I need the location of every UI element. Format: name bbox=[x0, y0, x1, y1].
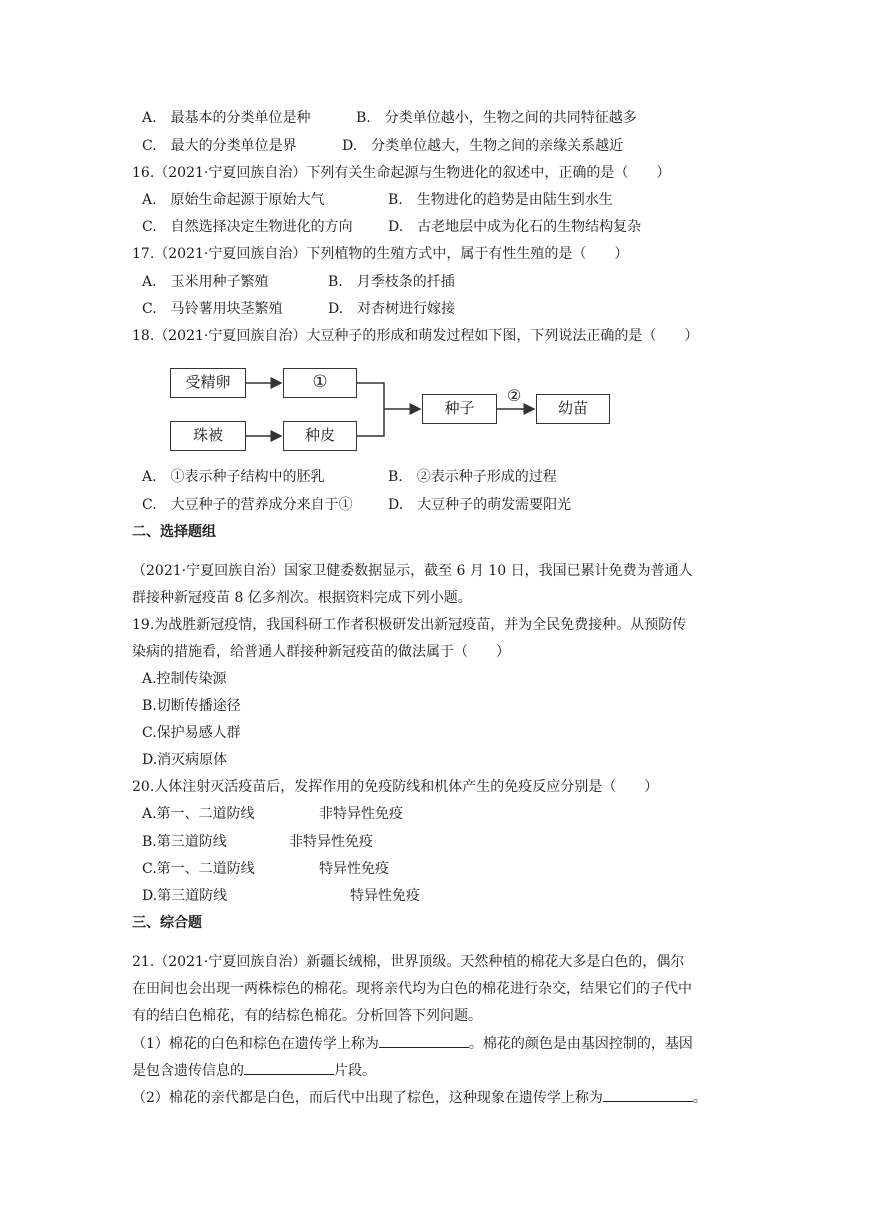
box-seed-coat: 种皮 bbox=[283, 421, 357, 451]
label-circle2: ② bbox=[507, 386, 522, 405]
q16-option-d: D. 古老地层中成为化石的生物结构复杂 bbox=[388, 219, 642, 235]
box-seedling: 幼苗 bbox=[536, 394, 610, 424]
q19-option-c: C.保护易感人群 bbox=[142, 725, 241, 741]
q20-option-c-response: 特异性免疫 bbox=[319, 861, 389, 877]
section2-intro-line2: 群接种新冠疫苗 8 亿多剂次。根据资料完成下列小题。 bbox=[132, 590, 472, 606]
merge-bracket bbox=[357, 383, 384, 436]
q15-option-c: C. 最大的分类单位是界 bbox=[142, 138, 297, 154]
q21-part2-line bbox=[132, 1087, 707, 1108]
q18-option-c: C. 大豆种子的营养成分来自于① bbox=[142, 497, 353, 513]
q15-option-b: B. 分类单位越小，生物之间的共同特征越多 bbox=[356, 110, 637, 126]
q16-stem: 16.（2021·宁夏回族自治）下列有关生命起源与生物进化的叙述中，正确的是（ ） bbox=[132, 165, 671, 181]
q19-stem-line2: 染病的措施看，给普通人群接种新冠疫苗的做法属于（ ） bbox=[132, 644, 510, 660]
q20-option-b-response: 非特异性免疫 bbox=[289, 834, 373, 850]
q15-option-d: D. 分类单位越大，生物之间的亲缘关系越近 bbox=[342, 138, 624, 154]
q18-option-a: A. ①表示种子结构中的胚乳 bbox=[142, 469, 325, 485]
q16-option-c: C. 自然选择决定生物进化的方向 bbox=[142, 219, 353, 235]
q20-option-d-defense: D.第三道防线 bbox=[142, 888, 228, 904]
q21-answer-blank-3[interactable] bbox=[603, 1087, 693, 1102]
q18-option-row-1 bbox=[142, 467, 557, 487]
box-circle1: ① bbox=[283, 368, 357, 398]
q19-option-a: A.控制传染源 bbox=[142, 671, 227, 687]
box-integument: 珠被 bbox=[170, 421, 246, 451]
q17-option-b: B. 月季枝条的扦插 bbox=[328, 274, 455, 290]
q19-stem-line1: 19.为战胜新冠疫情，我国科研工作者积极研发出新冠疫苗，并为全民免费接种。从预防传 bbox=[132, 617, 687, 633]
q20-option-c-defense: C.第一、二道防线 bbox=[142, 861, 255, 877]
q18-option-b: B. ②表示种子形成的过程 bbox=[388, 469, 557, 485]
q18-option-d: D. 大豆种子的萌发需要阳光 bbox=[388, 497, 572, 513]
q18-option-row-2 bbox=[142, 495, 571, 515]
q20-option-d bbox=[142, 886, 420, 906]
section3-heading: 三、综合题 bbox=[132, 915, 202, 931]
q20-option-c bbox=[142, 859, 389, 879]
box-fertilized-egg: 受精卵 bbox=[170, 368, 246, 398]
q21-part1-line2 bbox=[132, 1060, 376, 1081]
q20-option-a bbox=[142, 804, 403, 824]
q20-stem: 20.人体注射灭活疫苗后，发挥作用的免疫防线和机体产生的免疫反应分别是（ ） bbox=[132, 779, 659, 795]
q21-line3: 有的结白色棉花，有的结棕色棉花。分析回答下列问题。 bbox=[132, 1008, 482, 1024]
q16-option-b: B. 生物进化的趋势是由陆生到水生 bbox=[388, 192, 613, 208]
q20-option-b-defense: B.第三道防线 bbox=[142, 834, 227, 850]
box-seed: 种子 bbox=[422, 394, 497, 424]
q21-answer-blank-2[interactable] bbox=[244, 1060, 334, 1075]
section2-intro-line1: （2021·宁夏回族自治）国家卫健委数据显示，截至 6 月 10 日，我国已累计免费为普通人 bbox=[132, 563, 693, 579]
q17-stem: 17.（2021·宁夏回族自治）下列植物的生殖方式中，属于有性生殖的是（ ） bbox=[132, 246, 629, 262]
q20-option-d-response: 特异性免疫 bbox=[350, 888, 420, 904]
q20-option-a-response: 非特异性免疫 bbox=[319, 806, 403, 822]
q21-part1-line1 bbox=[132, 1033, 693, 1054]
q20-option-a-defense: A.第一、二道防线 bbox=[142, 806, 255, 822]
q21-part2-text-a: （2）棉花的亲代都是白色，而后代中出现了棕色，这种现象在遗传学上称为 bbox=[132, 1090, 603, 1106]
q21-part1-text-a: （1）棉花的白色和棕色在遗传学上称为 bbox=[132, 1036, 379, 1052]
q21-part1-text-d: 片段。 bbox=[334, 1063, 376, 1079]
q21-answer-blank-1[interactable] bbox=[379, 1033, 469, 1048]
q16-option-a: A. 原始生命起源于原始大气 bbox=[142, 192, 325, 208]
q21-part1-text-b: 。棉花的颜色是由基因控制的，基因 bbox=[468, 1036, 693, 1052]
q17-option-a: A. 玉米用种子繁殖 bbox=[142, 274, 269, 290]
q19-option-d: D.消灭病原体 bbox=[142, 752, 228, 768]
q18-stem: 18.（2021·宁夏回族自治）大豆种子的形成和萌发过程如下图，下列说法正确的是（ ） bbox=[132, 328, 699, 344]
q19-option-b: B.切断传播途径 bbox=[142, 698, 241, 714]
q17-option-d: D. 对杏树进行嫁接 bbox=[328, 301, 456, 317]
q21-part1-text-c: 是包含遗传信息的 bbox=[132, 1063, 244, 1079]
q21-part2-text-b: 。 bbox=[692, 1090, 707, 1106]
q17-option-c: C. 马铃薯用块茎繁殖 bbox=[142, 301, 283, 317]
q21-line2: 在田间也会出现一两株棕色的棉花。现将亲代均为白色的棉花进行杂交，结果它们的子代中 bbox=[132, 981, 692, 997]
q20-option-b bbox=[142, 832, 373, 852]
section2-heading: 二、选择题组 bbox=[132, 524, 216, 540]
q15-option-a: A. 最基本的分类单位是种 bbox=[142, 110, 311, 126]
q21-line1: 21.（2021·宁夏回族自治）新疆长绒棉，世界顶级。天然种植的棉花大多是白色的，偶尔 bbox=[132, 954, 685, 970]
